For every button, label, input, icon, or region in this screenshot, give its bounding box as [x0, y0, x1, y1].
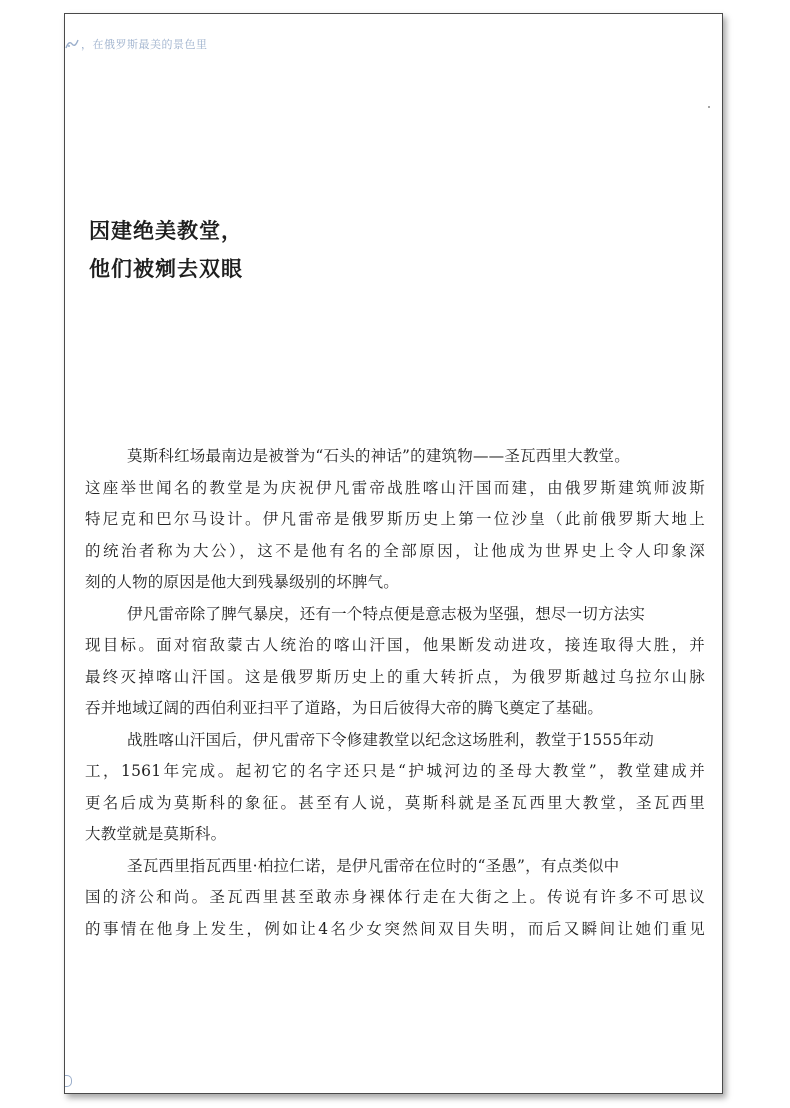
- paragraph-line: 刻的人物的原因是他大到残暴级别的坏脾气。: [85, 573, 400, 591]
- paragraph-line: 大教堂就是莫斯科。: [85, 825, 227, 843]
- body-text: [85, 441, 705, 945]
- page-number-mark: [65, 1075, 72, 1087]
- ornament-icon: [65, 38, 79, 50]
- paragraph-line: 伊凡雷帝除了脾气暴戾，还有一个特点便是意志极为坚强，想尽一切方法实: [127, 604, 646, 623]
- paragraph-line: 战胜喀山汗国后，伊凡雷帝下令修建教堂以纪念这场胜利，教堂于1555年动: [127, 730, 654, 749]
- paragraph-line: 现目标。面对宿敌蒙古人统治的喀山汗国，他果断发动进攻，接连取得大胜，并: [85, 636, 705, 654]
- running-head-text: ，在俄罗斯最美的景色里: [81, 38, 208, 51]
- paragraph-line: 吞并地域辽阔的西伯利亚扫平了道路，为日后彼得大帝的腾飞奠定了基础。: [85, 699, 604, 717]
- chapter-title: [89, 212, 243, 288]
- paragraph-line: 的事情在他身上发生，例如让4名少女突然间双目失明，而后又瞬间让她们重见: [85, 919, 705, 938]
- paragraph-line: 特尼克和巴尔马设计。伊凡雷帝是俄罗斯历史上第一位沙皇（此前俄罗斯大地上: [85, 510, 705, 528]
- paragraph-line: 国的济公和尚。圣瓦西里甚至敢赤身裸体行走在大街之上。传说有许多不可思议: [85, 888, 705, 906]
- chapter-title-line: 他们被剜去双眼: [89, 256, 243, 281]
- paragraph-line: 更名后成为莫斯科的象征。甚至有人说，莫斯科就是圣瓦西里大教堂，圣瓦西里: [85, 793, 705, 812]
- paragraph-line: 最终灭掉喀山汗国。这是俄罗斯历史上的重大转折点，为俄罗斯越过乌拉尔山脉: [85, 667, 705, 686]
- paragraph-line: 工，1561年完成。起初它的名字还只是“护城河边的圣母大教堂”，教堂建成并: [85, 762, 705, 780]
- paragraph-line: 莫斯科红场最南边是被誉为“石头的神话”的建筑物——圣瓦西里大教堂。: [127, 447, 630, 465]
- print-speck: [708, 106, 710, 108]
- running-head: [65, 36, 208, 52]
- book-page: [64, 13, 723, 1094]
- chapter-title-line: 因建绝美教堂，: [89, 218, 243, 243]
- paragraph-line: 的统治者称为大公），这不是他有名的全部原因，让他成为世界史上令人印象深: [85, 541, 705, 560]
- paragraph-line: 圣瓦西里指瓦西里·柏拉仁诺，是伊凡雷帝在位时的“圣愚”，有点类似中: [127, 856, 620, 875]
- paragraph-line: 这座举世闻名的教堂是为庆祝伊凡雷帝战胜喀山汗国而建，由俄罗斯建筑师波斯: [85, 478, 705, 497]
